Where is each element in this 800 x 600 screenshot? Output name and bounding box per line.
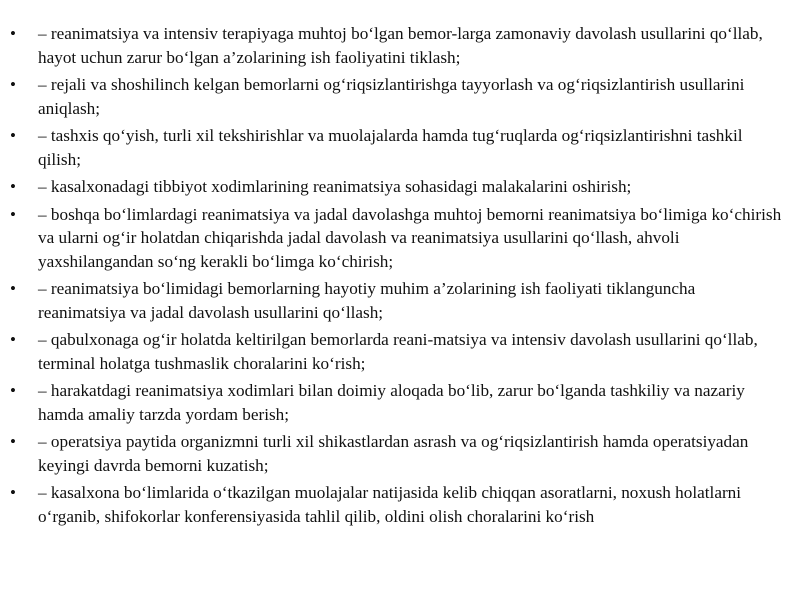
list-item-text: – kasalxonadagi tibbiyot xodimlarining reanimatsiya sohasidagi malakalarini oshirish; [38, 177, 632, 196]
list-item-text: – boshqa bo‘limlardagi reanimatsiya va jadal davolashga muhtoj bemorni reanimatsiya bo‘limiga ko‘chirish va ularni og‘ir holatdan chiqarishda jadal davolash va reanimatsiya usullarini qo‘llash, ahvoli yaxshilangandan so‘ng kerakli bo‘limga ko‘chirish; [38, 204, 782, 271]
list-item-text: – kasalxona bo‘limlarida o‘tkazilgan muolajalar natijasida kelib chiqqan asoratlarni, noxush holatlarni o‘rganib, shifokorlar konferensiyasida tahlil qilib, oldini olish choralarini ko‘rish [38, 483, 742, 526]
list-item [8, 124, 786, 171]
list-item [8, 379, 786, 426]
bullet-icon: • [10, 24, 16, 43]
list-item-text: – rejali va shoshilinch kelgan bemorlarni og‘riqsizlantirishga tayyorlash va og‘riqsizlantirish usullarini aniqlash; [38, 75, 745, 118]
bullet-list [8, 22, 786, 528]
list-item-text: – qabulxonaga og‘ir holatda keltirilgan bemorlarda reani-matsiya va intensiv davolash usullarini qo‘llab, terminal holatga tushmaslik choralarini ko‘rish; [38, 330, 758, 373]
list-item-text: – operatsiya paytida organizmni turli xil shikastlardan asrash va og‘riqsizlantirish hamda operatsiyadan keyingi davrda bemorni kuzatish; [38, 432, 749, 475]
list-item [8, 175, 786, 199]
list-item-text: – reanimatsiya va intensiv terapiyaga muhtoj bo‘lgan bemor-larga zamonaviy davolash usullarini qo‘llab, hayot uchun zarur bo‘lgan a’zolarining ish faoliyatini tiklash; [38, 24, 763, 67]
list-item [8, 481, 786, 528]
list-item-text: – reanimatsiya bo‘limidagi bemorlarning hayotiy muhim a’zolarining ish faoliyati tiklanguncha reanimatsiya va jadal davolash usullarini qo‘llash; [38, 279, 696, 322]
list-item-text: – harakatdagi reanimatsiya xodimlari bilan doimiy aloqada bo‘lib, zarur bo‘lganda tashkiliy va nazariy hamda amaliy tarzda yordam berish; [38, 381, 745, 424]
bullet-icon: • [10, 432, 16, 451]
bullet-icon: • [10, 204, 16, 224]
bullet-icon: • [10, 279, 16, 298]
bullet-icon: • [10, 330, 16, 349]
list-item [8, 22, 786, 69]
bullet-icon: • [10, 381, 16, 400]
list-item [8, 277, 786, 324]
list-item [8, 203, 786, 274]
list-item [8, 73, 786, 120]
list-item [8, 328, 786, 375]
bullet-icon: • [10, 75, 16, 94]
list-item [8, 430, 786, 477]
bullet-icon: • [10, 483, 16, 502]
bullet-icon: • [10, 177, 16, 196]
list-item-text: – tashxis qo‘yish, turli xil tekshirishlar va muolajalarda hamda tug‘ruqlarda og‘riqsizlantirishni tashkil qilish; [38, 126, 743, 169]
bullet-icon: • [10, 126, 16, 145]
